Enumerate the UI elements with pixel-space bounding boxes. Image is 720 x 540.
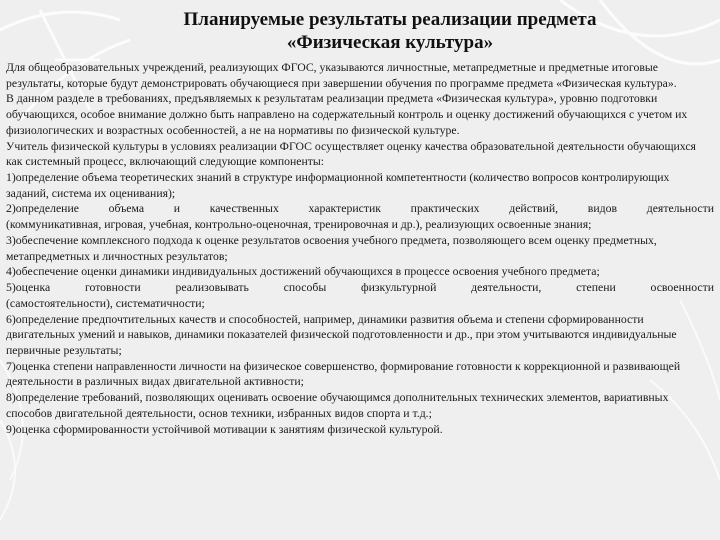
paragraph-requirements: В данном разделе в требованиях, предъявляемых к результатам реализации предмета «Физическая культура», уровню подготовки обучающихся, особое внимание должно быть направлено на содержательный контроль и оценку достижений обучающихся с учетом их физиологических и возрастных особенностей, а не на нормативы по физической культуре. <box>6 92 688 137</box>
paragraph-teacher: Учитель физической культуры в условиях реализации ФГОС осуществляет оценку качества образовательной деятельности обучающихся как системный процесс, включающий следующие компоненты: <box>6 139 696 169</box>
title-line-2: «Физическая культура» <box>286 32 494 53</box>
list-item-4: 4)обеспечение оценки динамики индивидуальных достижений обучающихся в процессе освоения учебного предмета; <box>6 265 600 279</box>
title-line-1: Планируемые результаты реализации предмета <box>183 9 597 30</box>
list-item-5-first-line: 5)оценка готовности реализовывать способы физкультурной деятельности, степени освоенности <box>6 281 714 295</box>
slide-title <box>100 8 680 54</box>
list-item-5-rest: (самостоятельности), систематичности; <box>6 296 205 310</box>
list-item-8: 8)определение требований, позволяющих оценивать освоение обучающимся дополнительных технических элементов, вариативных способов двигательной деятельности, основ техники, избранных видов спорта и т.д.; <box>6 391 669 420</box>
list-item-3: 3)обеспечение комплексного подхода к оценке результатов освоения учебного предмета, позволяющего всем оценку предметных, метапредметных и личностных результатов; <box>6 233 657 263</box>
list-item-1: 1)определение объема теоретических знаний в структуре информационной компетентности (количество вопросов контролирующих заданий, система их оценивания); <box>6 171 670 200</box>
list-item-6: 6)определение предпочтительных качеств и способностей, например, динамики развития объема и степени сформированности двигательных умений и навыков, динамики показателей физической подготовленности и др., при этом учитываются индивидуальные первичные результаты; <box>6 312 677 357</box>
list-item-9: 9)оценка сформированности устойчивой мотивации к занятиям физической культурой. <box>6 422 443 436</box>
list-item-7: 7)оценка степени направленности личности на физическое совершенство, формирование готовности к коррекционной и развивающей деятельности в различных видах двигательной активности; <box>6 359 681 389</box>
body-text <box>6 60 714 437</box>
list-item-2-first-line: 2)определение объема и качественных характеристик практических действий, видов деятельности <box>6 202 714 216</box>
list-item-2-rest: (коммуникативная, игровая, учебная, контрольно-оценочная, тренировочная и др.), реализующих освоенные знания; <box>6 218 592 232</box>
paragraph-intro: Для общеобразовательных учреждений, реализующих ФГОС, указываются личностные, метапредметные и предметные итоговые результаты, которые будут демонстрировать обучающиеся при завершении обучения по программе предмета «Физическая культура». <box>6 61 677 90</box>
